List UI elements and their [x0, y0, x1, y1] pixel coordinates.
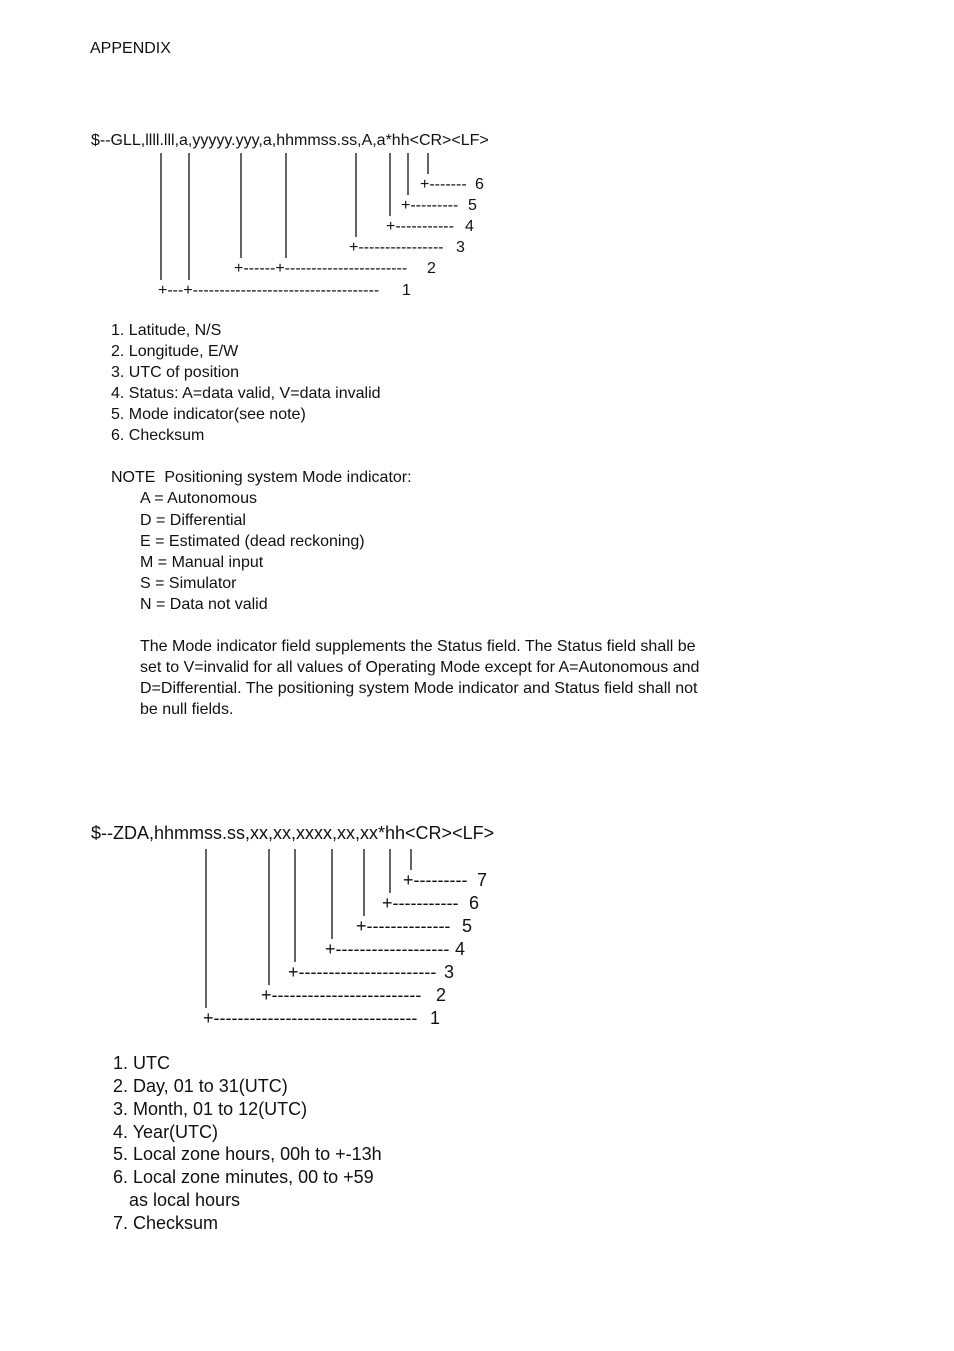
gll-field-number-6: 6 — [475, 176, 484, 193]
zda-sentence: $--ZDA,hhmmss.ss,xx,xx,xxxx,xx,xx*hh<CR><LF> — [91, 823, 495, 843]
zda-leader-3: +----------------------- — [288, 962, 437, 982]
zda-item-6: 6. Local zone minutes, 00 to +59 — [113, 1167, 374, 1187]
gll-item-2: 2. Longitude, E/W — [111, 343, 239, 360]
gll-mode-m: M = Manual input — [140, 554, 264, 571]
gll-mode-n: N = Data not valid — [140, 596, 268, 613]
gll-leader-5: +--------- — [401, 197, 459, 214]
gll-paragraph-line-3: D=Differential. The positioning system Mode indicator and Status field shall not — [140, 680, 698, 697]
gll-paragraph-line-1: The Mode indicator field supplements the Status field. The Status field shall be — [140, 638, 696, 655]
zda-leader-5: +-------------- — [356, 916, 451, 936]
zda-item-6-continuation: as local hours — [129, 1190, 241, 1210]
gll-mode-e: E = Estimated (dead reckoning) — [140, 533, 365, 550]
zda-leader-4: +------------------- — [325, 939, 450, 959]
gll-paragraph-line-4: be null fields. — [140, 701, 234, 718]
zda-item-1: 1. UTC — [113, 1053, 171, 1073]
zda-item-3: 3. Month, 01 to 12(UTC) — [113, 1099, 308, 1119]
zda-field-number-5: 5 — [462, 916, 473, 936]
gll-mode-s: S = Simulator — [140, 575, 237, 592]
gll-item-6: 6. Checksum — [111, 427, 205, 444]
zda-item-4: 4. Year(UTC) — [113, 1122, 219, 1142]
gll-leader-2: +------+----------------------- — [234, 260, 408, 277]
zda-field-number-3: 3 — [444, 962, 455, 982]
gll-field-number-5: 5 — [468, 197, 477, 214]
zda-field-number-6: 6 — [469, 893, 480, 913]
zda-field-number-2: 2 — [436, 985, 447, 1005]
zda-leader-1: +---------------------------------- — [203, 1008, 418, 1028]
gll-paragraph-line-2: set to V=invalid for all values of Operating Mode except for A=Autonomous and — [140, 659, 700, 676]
gll-sentence: $--GLL,llll.lll,a,yyyyy.yyy,a,hhmmss.ss,A,a*hh<CR><LF> — [91, 132, 489, 149]
gll-field-number-3: 3 — [456, 239, 465, 256]
gll-leader-6: +------- — [420, 176, 467, 193]
gll-item-3: 3. UTC of position — [111, 364, 240, 381]
gll-field-number-2: 2 — [427, 260, 436, 277]
zda-item-5: 5. Local zone hours, 00h to +-13h — [113, 1144, 382, 1164]
gll-leader-1: +---+----------------------------------- — [158, 282, 380, 299]
gll-leader-4: +----------- — [386, 218, 454, 235]
page-header: APPENDIX — [90, 40, 171, 57]
zda-leader-2: +------------------------- — [261, 985, 422, 1005]
gll-item-5: 5. Mode indicator(see note) — [111, 406, 306, 423]
gll-mode-a: A = Autonomous — [140, 490, 257, 507]
gll-item-1: 1. Latitude, N/S — [111, 322, 222, 339]
gll-field-number-1: 1 — [402, 282, 411, 299]
gll-mode-d: D = Differential — [140, 512, 246, 529]
gll-item-4: 4. Status: A=data valid, V=data invalid — [111, 385, 381, 402]
zda-item-2: 2. Day, 01 to 31(UTC) — [113, 1076, 288, 1096]
gll-field-number-4: 4 — [465, 218, 474, 235]
zda-field-number-1: 1 — [430, 1008, 441, 1028]
zda-item-7: 7. Checksum — [113, 1213, 219, 1233]
zda-leader-6: +----------- — [382, 893, 459, 913]
zda-field-number-4: 4 — [455, 939, 466, 959]
gll-note-title: NOTE Positioning system Mode indicator: — [111, 469, 412, 486]
zda-field-number-7: 7 — [477, 870, 488, 890]
gll-leader-3: +---------------- — [349, 239, 444, 256]
zda-leader-7: +--------- — [403, 870, 468, 890]
